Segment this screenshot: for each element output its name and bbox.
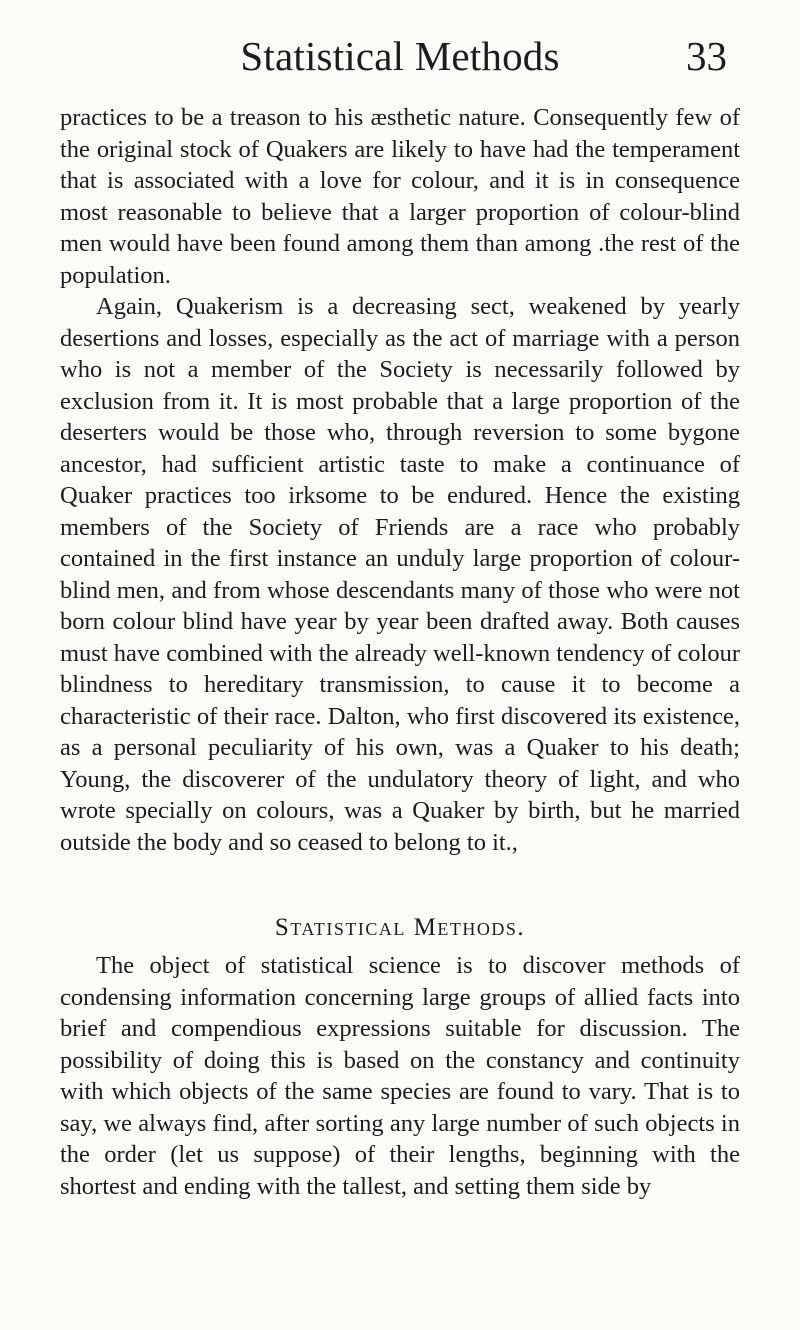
paragraph-statistical-science: The object of statistical science is to discover methods of condensing information concerning large groups of allied facts into brief and compendious expressions suitable for discussion. The possibility of doing this is based on the constancy and continuity with which objects of the same species are found to vary. That is to say, we always find, after sorting any large number of such objects in the order (let us suppose) of their lengths, beginning with the shortest and ending with the tallest, and setting them side by — [60, 952, 740, 1200]
body-text — [60, 102, 740, 1202]
paragraph-quakerism: Again, Quakerism is a decreasing sect, weakened by yearly desertions and losses, especially as the act of marriage with a person who is not a member of the Society is necessarily followed by exclusion from it. It is most probable that a large proportion of the deserters would be those who, through reversion to some bygone ancestor, had sufficient artistic taste to make a continuance of Quaker practices too irksome to be endured. Hence the existing members of the Society of Friends are a race who probably contained in the first instance an unduly large proportion of colour-blind men, and from whose descendants many of those who were not born colour blind have year by year been drafted away. Both causes must have combined with the already well-known tendency of colour blindness to hereditary transmission, to cause it to become a characteristic of their race. Dalton, who first discovered its existence, as a personal peculiarity of his own, was a Quaker to his death; Young, the discoverer of the undulatory theory of light, and who wrote specially on colours, was a Quaker by birth, but he married outside the body and so ceased to belong to it., — [60, 293, 740, 856]
section-heading: Statistical Methods. — [274, 914, 526, 941]
page-header — [0, 30, 800, 82]
page-number: 33 — [686, 33, 727, 79]
running-title: Statistical Methods — [240, 33, 560, 79]
paragraph-continued: practices to be a treason to his æsthetic nature. Consequently few of the original stock of Quakers are likely to have had the temperament that is associated with a love for colour, and it is in consequence most reasonable to believe that a larger proportion of colour-blind men would have been found among them than among .the rest of the population. — [60, 104, 740, 289]
